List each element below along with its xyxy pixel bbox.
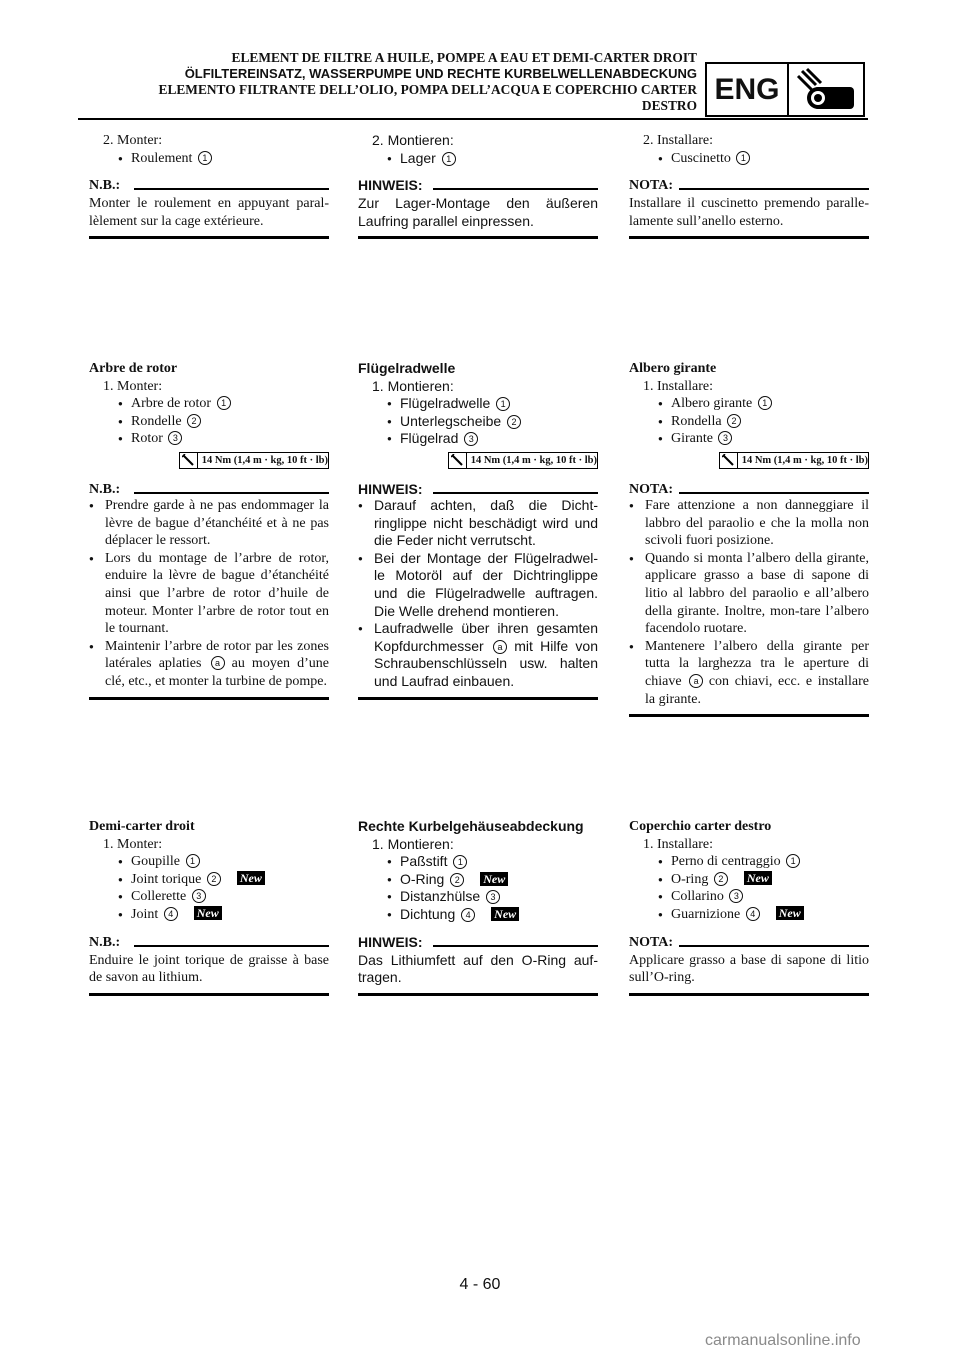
list-item: ● Goupille 1 <box>89 853 329 871</box>
torque-spec: 14 Nm (1,4 m · kg, 10 ft · lb) <box>719 452 869 469</box>
note-heading: N.B.: <box>89 177 329 193</box>
fr-rotor-shaft-section <box>89 360 329 700</box>
list-item: ● Dichtung 4 New <box>358 906 598 924</box>
note-bullet: ● Bei der Montage der Flügelradwel-le Motoröl auf der Dichtringlippe und die Flügelradwelle auftragen. Die Welle drehend montieren. <box>358 550 598 620</box>
section-title: Demi-carter droit <box>89 819 195 834</box>
title-italian-line1: ELEMENTO FILTRANTE DELL’OLIO, POMPA DELL’ACQUA E COPERCHIO CARTER <box>158 82 697 97</box>
section-title: Albero girante <box>629 361 717 376</box>
note-bullet: ● Fare attenzione a non danneggiare il labbro del paraolio e che la molla non scivoli fuori posizione. <box>629 497 869 550</box>
section-badge <box>705 62 865 117</box>
note-bullet: ● Quando si monta l’albero della girante, applicare grasso a base di sapone di litio al labbro del paraolio e all’albero della girante. Inoltre, mon-tare l’albero facendolo ruotare. <box>629 550 869 638</box>
step-label: 2. Monter: <box>103 133 163 148</box>
de-bearing-section <box>358 132 598 239</box>
section-title: Coperchio carter destro <box>629 819 772 834</box>
note-heading: N.B.: <box>89 934 329 950</box>
list-item: ● Perno di centraggio 1 <box>629 853 869 871</box>
step-label: 1. Installare: <box>643 378 713 394</box>
new-part-tag: New <box>744 871 772 885</box>
list-item: ● Collerette 3 <box>89 888 329 906</box>
list-item: ● Roulement 1 <box>89 150 329 168</box>
section-title: Rechte Kurbelgehäuseabdeckung <box>358 818 584 834</box>
note-bullet: ● Maintenir l’arbre de rotor par les zones latérales aplaties a au moyen d’une clé, etc., et monter la turbine de pompe. <box>89 638 329 691</box>
step-label: 2. Installare: <box>643 133 713 148</box>
step-label: 1. Montieren: <box>372 377 454 394</box>
list-item: ● Girante 3 <box>629 430 869 448</box>
note-text: Installare il cuscinetto premendo paralle-lamente sull’anello esterno. <box>629 196 869 229</box>
note-heading: NOTA: <box>629 481 869 497</box>
step-label: 2. Montieren: <box>372 132 454 148</box>
step-label: 1. Montieren: <box>372 835 454 852</box>
list-item: ● Flügelradwelle 1 <box>358 395 598 413</box>
title-italian-line2: DESTRO <box>641 98 697 113</box>
list-item: ● Rondella 2 <box>629 413 869 431</box>
step-label: 1. Monter: <box>103 836 163 852</box>
new-part-tag: New <box>491 907 519 921</box>
step-label: 1. Monter: <box>103 378 163 394</box>
new-part-tag: New <box>480 872 508 886</box>
page-number: 4 - 60 <box>459 1276 501 1293</box>
de-impeller-shaft-section <box>358 360 598 700</box>
note-end-rule <box>358 236 598 239</box>
list-item: ● Unterlegscheibe 2 <box>358 413 598 431</box>
list-item: ● Lager 1 <box>358 150 598 168</box>
engine-icon <box>789 64 863 115</box>
list-item: ● Distanzhülse 3 <box>358 888 598 906</box>
torque-spec: 14 Nm (1,4 m · kg, 10 ft · lb) <box>448 452 598 469</box>
fr-bearing-section <box>89 132 329 239</box>
new-part-tag: New <box>237 871 265 885</box>
list-item: ● Joint 4 New <box>89 906 329 924</box>
new-part-tag: New <box>194 906 222 920</box>
note-text: Applicare grasso a base di sapone di litio sull’O-ring. <box>629 952 869 986</box>
note-bullet: ● Darauf achten, daß die Dicht-ringlippe nicht beschädigt wird und die Feder nicht verrutscht. <box>358 497 598 550</box>
note-bullet: ● Prendre garde à ne pas endommager la lèvre de bague d’étanchéité et à ne pas déplacer le ressort. <box>89 497 329 550</box>
note-text: Monter le roulement en appuyant paral-lèlement sur la cage extérieure. <box>89 196 329 229</box>
note-end-rule <box>629 993 869 996</box>
note-end-rule <box>89 993 329 996</box>
fr-right-cover-section <box>89 818 329 996</box>
list-item: ● Arbre de rotor 1 <box>89 395 329 413</box>
note-end-rule <box>89 236 329 239</box>
note-heading: HINWEIS: <box>358 481 598 497</box>
new-part-tag: New <box>776 906 804 920</box>
title-german: ÖLFILTEREINSATZ, WASSERPUMPE UND RECHTE KURBELWELLENABDECKUNG <box>184 66 697 81</box>
header-rule <box>78 118 868 120</box>
note-heading: N.B.: <box>89 481 329 497</box>
section-title: Arbre de rotor <box>89 361 178 376</box>
de-right-cover-section <box>358 818 598 996</box>
torque-spec: 14 Nm (1,4 m · kg, 10 ft · lb) <box>179 452 329 469</box>
list-item: ● O-ring 2 New <box>629 871 869 889</box>
list-item: ● Rotor 3 <box>89 430 329 448</box>
wrench-icon <box>449 453 467 468</box>
note-heading: NOTA: <box>629 934 869 950</box>
note-text: Zur Lager-Montage den äußeren Laufring parallel einpressen. <box>358 195 598 229</box>
note-bullet: ● Lors du montage de l’arbre de rotor, enduire la lèvre de bague d’étanchéité ainsi que l’arbre de rotor d’huile de moteur. Monter l’arbre de rotor tout en le tournant. <box>89 550 329 638</box>
section-title: Flügelradwelle <box>358 360 456 376</box>
list-item: ● Guarnizione 4 New <box>629 906 869 924</box>
it-right-cover-section <box>629 818 869 996</box>
list-item: ● Flügelrad 3 <box>358 430 598 448</box>
list-item: ● Joint torique 2 New <box>89 871 329 889</box>
step-label: 1. Installare: <box>643 836 713 852</box>
wrench-icon <box>180 453 198 468</box>
list-item: ● Cuscinetto 1 <box>629 150 869 168</box>
note-text: Enduire le joint torique de graisse à base de savon au lithium. <box>89 952 329 986</box>
watermark-link[interactable]: carmanualsonline.info <box>705 1332 861 1349</box>
page-header-titles <box>80 50 697 114</box>
title-french: ELEMENT DE FILTRE A HUILE, POMPE A EAU ET DEMI-CARTER DROIT <box>231 50 697 65</box>
note-text: Das Lithiumfett auf den O-Ring auf-tragen. <box>358 951 598 986</box>
note-heading: HINWEIS: <box>358 177 598 193</box>
list-item: ● Paßstift 1 <box>358 853 598 871</box>
list-item: ● O-Ring 2 New <box>358 871 598 889</box>
it-impeller-shaft-section <box>629 360 869 717</box>
note-end-rule <box>89 697 329 700</box>
note-heading: NOTA: <box>629 177 869 193</box>
list-item: ● Collarino 3 <box>629 888 869 906</box>
wrench-icon <box>720 453 738 468</box>
note-end-rule <box>629 236 869 239</box>
list-item: ● Rondelle 2 <box>89 413 329 431</box>
lang-badge: ENG <box>707 64 789 115</box>
note-heading: HINWEIS: <box>358 934 598 950</box>
note-end-rule <box>358 697 598 700</box>
note-bullet: ● Mantenere l’albero della girante per tutta la larghezza tra le aperture di chiave a con chiavi, ecc. e installare la girante. <box>629 638 869 708</box>
list-item: ● Albero girante 1 <box>629 395 869 413</box>
note-end-rule <box>629 714 869 717</box>
it-bearing-section <box>629 132 869 239</box>
note-bullet: ● Laufradwelle über ihren gesamten Kopfdurchmesser a mit Hilfe von Schraubenschlüsseln usw. halten und Laufrad einbauen. <box>358 620 598 690</box>
note-end-rule <box>358 993 598 996</box>
